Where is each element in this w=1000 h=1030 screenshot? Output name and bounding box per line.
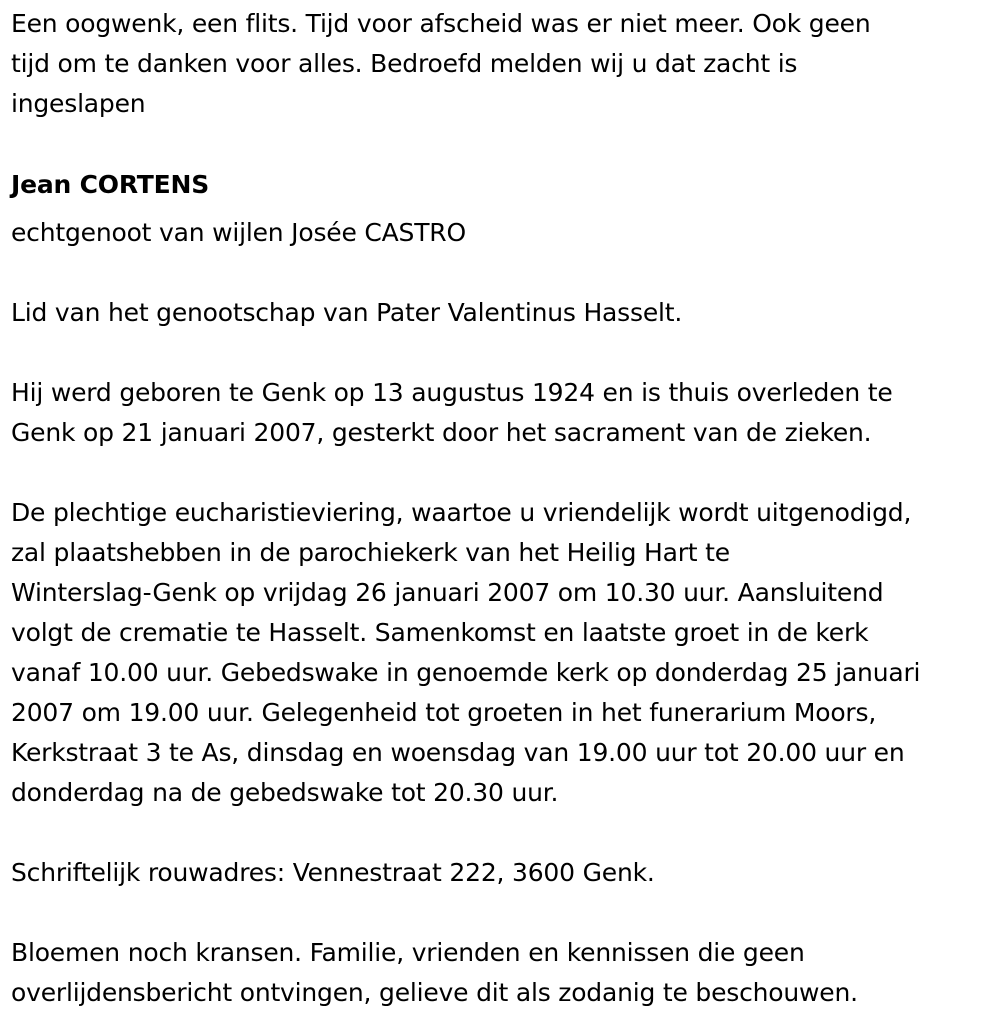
spacer	[11, 893, 990, 933]
spacer	[11, 453, 990, 493]
membership-paragraph: Lid van het genootschap van Pater Valentinus Hasselt.	[11, 298, 683, 327]
flowers-paragraph: Bloemen noch kransen. Familie, vrienden en kennissen die geen overlijdensbericht ontvingen, gelieve dit als zodanig te beschouwen.	[11, 938, 858, 1007]
birth-death-paragraph: Hij werd geboren te Genk op 13 augustus 1924 en is thuis overleden te Genk op 21 januari 2007, gesterkt door het sacrament van de zieken.	[11, 378, 893, 447]
spacer	[11, 253, 990, 293]
spacer	[11, 333, 990, 373]
ceremony-paragraph: De plechtige eucharistieviering, waartoe u vriendelijk wordt uitgenodigd, zal plaatshebben in de parochiekerk van het Heilig Hart te Winterslag-Genk op vrijdag 26 januari 2007 om 10.30 uur. Aansluitend volgt de crematie te Hasselt. Samenkomst en laatste groet in de kerk vanaf 10.00 uur. Gebedswake in genoemde kerk op donderdag 25 januari 2007 om 19.00 uur. Gelegenheid tot groeten in het funerarium Moors, Kerkstraat 3 te As, dinsdag en woensdag van 19.00 uur tot 20.00 uur en donderdag na de gebedswake tot 20.30 uur.	[11, 498, 921, 807]
spouse-line: echtgenoot van wijlen Josée CASTRO	[11, 218, 466, 247]
spacer	[11, 813, 990, 853]
spacer	[11, 124, 990, 164]
intro-paragraph: Een oogwenk, een flits. Tijd voor afscheid was er niet meer. Ook geen tijd om te danken voor alles. Bedroefd melden wij u dat zacht is ingeslapen	[11, 9, 871, 118]
address-paragraph: Schriftelijk rouwadres: Vennestraat 222, 3600 Genk.	[11, 858, 655, 887]
deceased-name: Jean CORTENS	[11, 170, 210, 199]
